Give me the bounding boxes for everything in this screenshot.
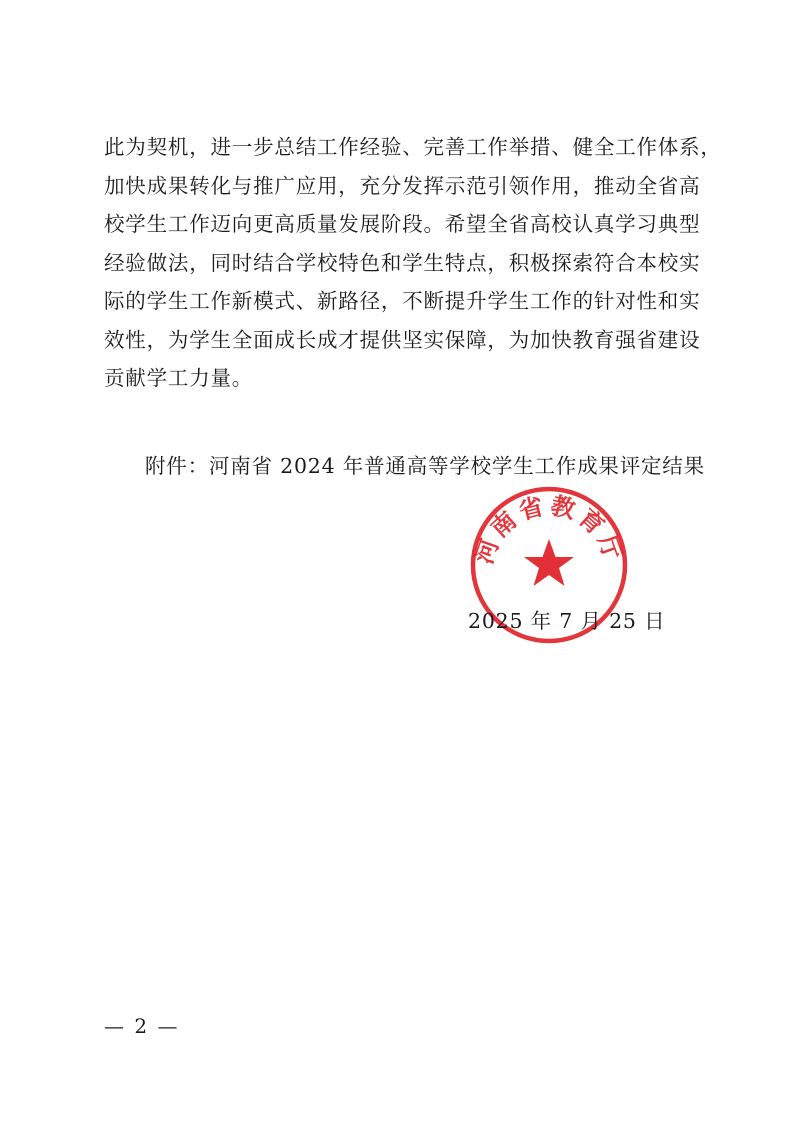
- body-line: 效性，为学生全面成长成才提供坚实保障，为加快教育强省建设: [104, 327, 701, 352]
- seal-star-icon: [524, 539, 574, 586]
- body-line: 校学生工作迈向更高质量发展阶段。希望全省高校认真学习典型: [104, 212, 701, 236]
- body-line: 际的学生工作新模式、新路径，不断提升学生工作的针对性和实: [104, 289, 701, 313]
- body-line: 此为契机，进一步总结工作经验、完善工作举措、健全工作体系，: [104, 135, 722, 159]
- body-paragraph: [104, 128, 722, 398]
- document-date: 2025 年 7 月 25 日: [468, 609, 666, 633]
- body-line: 经验做法，同时结合学校特色和学生特点，积极探索符合本校实: [104, 250, 701, 275]
- page-number: — 2 —: [104, 1014, 180, 1038]
- seal-text: 河南省教育厅: [468, 490, 630, 568]
- body-line: 加快成果转化与推广应用，充分发挥示范引领作用，推动全省高: [104, 173, 701, 198]
- body-line: 贡献学工力量。: [104, 366, 254, 390]
- attachment-note: 附件：河南省 2024 年普通高等学校学生工作成果评定结果: [145, 454, 705, 478]
